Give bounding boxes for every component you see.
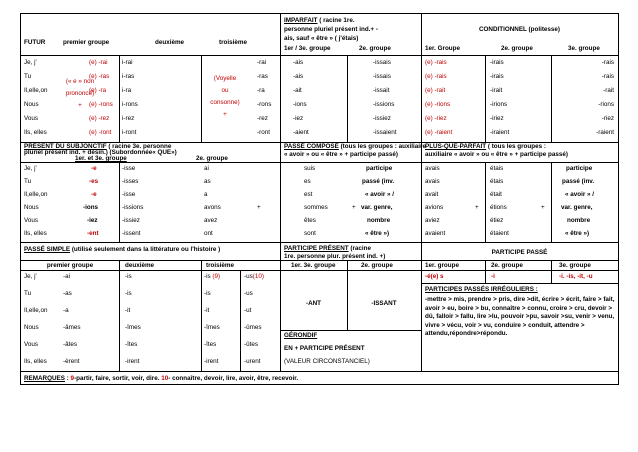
ps-third-us-ending: -ut — [244, 307, 252, 314]
futur-note: + — [78, 102, 82, 109]
ps-second-group-header: deuxième — [125, 262, 155, 269]
ps-first-ending: -âtes — [63, 341, 77, 348]
subjonctif-rule: pluriel présent ind. + désin.) (Subordonnée« QUE») — [24, 149, 177, 156]
futur-second-ending: i-rai — [122, 59, 133, 66]
imparfait-ending: -ais — [293, 73, 304, 80]
ps-third-is-ending: -is — [204, 290, 211, 297]
ps-first-ending: -a — [63, 307, 69, 314]
subjonctif-rule: ( racine 3e. personne — [108, 143, 172, 150]
pc-etre: suis — [304, 165, 316, 172]
pronoun: Tu — [24, 178, 32, 185]
ps-third-us-ending: -ûtes — [244, 341, 258, 348]
pronoun: Je, j' — [24, 59, 37, 66]
conditionnel-second-ending: -iraient — [490, 129, 510, 136]
pqp-participe: passé (inv. — [562, 178, 595, 185]
subjonctif-ending: -e — [91, 191, 97, 198]
conditionnel-ending: (e) -rait — [425, 87, 446, 94]
imparfait-rule: ais, sauf « être » ( j'étais) — [284, 35, 359, 42]
pp-group-head: 2e. groupe — [491, 262, 523, 269]
ps-first-group-header: premier groupe — [46, 262, 94, 269]
ps-footnote-mark: (9) — [212, 273, 221, 280]
futur-second-ending: i-ront — [122, 129, 137, 136]
remarques-separator: : — [64, 375, 71, 382]
pqp-avoir: avais — [425, 178, 440, 185]
column-divider — [347, 260, 348, 330]
pronoun: Ils, elles — [24, 129, 47, 136]
pc-etre: es — [304, 178, 311, 185]
pc-avoir: ai — [204, 165, 209, 172]
gerondif-note: (VALEUR CIRCONSTANCIEL) — [284, 358, 370, 365]
imparfait-second-ending: -issions — [373, 101, 395, 108]
column-divider — [119, 260, 120, 371]
futur-second-ending: i-ra — [122, 87, 132, 94]
conditionnel-ending: (e) -rais — [425, 59, 447, 66]
pqp-plus: + — [475, 204, 479, 211]
pp-irregular-title: PARTICIPES PASSÉS IRRÉGULIERS : — [425, 286, 538, 293]
column-divider — [119, 55, 120, 142]
pqp-plus: + — [541, 204, 545, 211]
futur-ending: (e) -rai — [89, 59, 108, 66]
futur-ending: (e) -ras — [89, 73, 110, 80]
imparfait-second-ending: -issiez — [373, 115, 391, 122]
subjonctif-second-ending: -isse — [122, 191, 136, 198]
ps-second-ending: -is — [125, 273, 132, 280]
column-divider — [485, 260, 486, 283]
ps-first-ending: -èrent — [63, 358, 80, 365]
conditionnel-second-ending: -irions — [490, 101, 508, 108]
futur-third-note: consonne) — [210, 99, 240, 106]
pqp-etre: étaient — [490, 230, 509, 237]
pronoun: Il,elle,on — [24, 307, 48, 314]
ps-third-us-ending: -ûmes — [244, 324, 262, 331]
futur-third-note: + — [223, 111, 227, 118]
subjonctif-ending: -ent — [87, 230, 99, 237]
futur-third-ending: -ront — [257, 129, 270, 136]
ps-title: PASSÉ SIMPLE — [24, 246, 71, 253]
row-divider — [21, 162, 618, 163]
column-divider — [551, 162, 552, 242]
conditionnel-group-head: 2e. groupe — [501, 45, 533, 52]
conditionnel-ending: (e) -riez — [425, 115, 447, 122]
subjonctif-group-head: 2e. groupe — [196, 155, 228, 162]
ps-third-group-header: troisième — [206, 262, 234, 269]
pronoun: Nous — [24, 324, 39, 331]
pc-etre: êtes — [304, 217, 316, 224]
column-divider — [119, 162, 120, 242]
pqp-participe: var. genre, — [561, 204, 593, 211]
ps-third-us-ending: -urent — [244, 358, 261, 365]
column-divider — [201, 260, 202, 371]
pc-plus: + — [257, 204, 261, 211]
pqp-avoir: avait — [425, 191, 439, 198]
subjonctif-second-ending: -isse — [122, 165, 136, 172]
pc-title: PASSÉ COMPOSÉ — [284, 143, 339, 150]
imparfait-second-ending: -issais — [373, 73, 391, 80]
futur-second-ending: i-rons — [122, 101, 138, 108]
subjonctif-ending: -es — [89, 178, 99, 185]
column-divider — [347, 55, 348, 142]
pc-rule: « avoir » ou « être » + participe passé) — [284, 151, 398, 158]
row-divider — [21, 260, 421, 261]
pc-participe: « être ») — [365, 230, 390, 237]
row-divider — [21, 242, 618, 243]
pc-participe: passé (inv. — [362, 178, 395, 185]
pqp-etre: étiez — [490, 217, 504, 224]
pronoun: Il,elle,on — [24, 87, 48, 94]
subjonctif-second-ending: -isses — [122, 178, 139, 185]
ppr-rule: (racine — [348, 245, 372, 252]
ps-second-ending: -is — [125, 290, 132, 297]
imparfait-ending: -ions — [293, 101, 307, 108]
imparfait-ending: -ais — [293, 59, 304, 66]
ppr-group-head: 2e. groupe — [361, 262, 393, 269]
subjonctif-ending: -e — [91, 165, 97, 172]
pqp-avoir: avaient — [425, 230, 446, 237]
pronoun: Ils, elles — [24, 358, 47, 365]
ps-second-ending: -it — [125, 307, 131, 314]
imparfait-second-ending: -issait — [373, 87, 390, 94]
ppr-rule: 1re. personne plur. présent ind. +) — [284, 253, 386, 260]
subjonctif-title: PRÉSENT DU SUBJONCTIF — [24, 143, 107, 150]
row-divider — [421, 283, 618, 284]
futur-third-ending: -rai — [257, 59, 267, 66]
pc-rule: (tous les groupes : auxiliaire — [340, 143, 426, 150]
remarques-text: -partir, faire, sortir, voir, dire. — [74, 375, 162, 382]
ps-third-is-ending: -îmes — [204, 324, 220, 331]
futur-ending: (e) -rons — [89, 101, 113, 108]
ps-second-ending: -irent — [125, 358, 140, 365]
pp-ending: -é(e) s — [425, 273, 444, 280]
pc-etre: sommes — [304, 204, 328, 211]
pp-ending: -i. -is, -it, -u — [559, 273, 593, 280]
futur-third-ending: -ras — [257, 73, 268, 80]
remarques-label: REMARQUES — [24, 375, 65, 382]
row-divider — [280, 330, 421, 331]
subjonctif-second-ending: -issiez — [122, 217, 140, 224]
subjonctif-ending: -ions — [83, 204, 99, 211]
pqp-avoir: avais — [425, 165, 440, 172]
gerondif-rule: EN + PARTICIPE PRÉSENT — [284, 345, 365, 352]
pronoun: Ils, elles — [24, 230, 47, 237]
imparfait-title: IMPARFAIT — [284, 17, 318, 24]
pqp-rule: auxiliaire « avoir » ou « être » + participe passé) — [425, 151, 568, 158]
futur-note: prononcé) — [65, 90, 95, 97]
pronoun: Tu — [24, 290, 32, 297]
pc-avoir: ont — [204, 230, 213, 237]
imparfait-group-head: 2e. groupe — [359, 45, 391, 52]
imparfait-second-ending: -issais — [373, 59, 391, 66]
pqp-rule: ( tous les groupes : — [487, 143, 546, 150]
ps-second-ending: -îmes — [125, 324, 141, 331]
pqp-etre: était — [490, 191, 502, 198]
pqp-title: PLUS-QUE-PARFAIT — [425, 143, 487, 150]
ps-rule: (utilisé seulement dans la littérature ou l'histoire ) — [70, 246, 221, 253]
conditionnel-third-ending: -rions — [598, 101, 614, 108]
imparfait-rule: personne pluriel présent ind.+ - — [284, 26, 378, 33]
column-divider — [240, 270, 241, 371]
subjonctif-second-ending: -issions — [122, 204, 144, 211]
futur-third-ending: -rez — [257, 115, 268, 122]
pqp-participe: participe — [566, 165, 593, 172]
pc-avoir: avez — [204, 217, 218, 224]
conjugation-table — [20, 13, 619, 385]
pp-group-head: 3e. groupe — [559, 262, 591, 269]
column-divider — [485, 55, 486, 142]
conditionnel-ending: (e) -raient — [425, 129, 453, 136]
futur-ending: (e) -ront — [89, 129, 112, 136]
pc-etre: est — [304, 191, 313, 198]
futur-ending: (e) -ra — [89, 87, 107, 94]
remarques-text: - connaître, devoir, lire, avoir, être, recevoir. — [168, 375, 299, 382]
pronoun: Je, j' — [24, 165, 37, 172]
conditionnel-third-ending: -riez — [601, 115, 614, 122]
ps-first-ending: -âmes — [63, 324, 81, 331]
pp-group-head: 1er. groupe — [425, 262, 459, 269]
conditionnel-third-ending: -raient — [596, 129, 614, 136]
futur-third-ending: -rons — [257, 101, 272, 108]
subjonctif-second-ending: -issent — [122, 230, 141, 237]
pc-avoir: avons — [204, 204, 221, 211]
conditionnel-second-ending: -irais — [490, 73, 504, 80]
pqp-etre: étions — [490, 204, 507, 211]
column-divider — [485, 162, 486, 242]
pqp-participe: « avoir » / — [565, 191, 595, 198]
conditionnel-third-ending: -rais — [601, 59, 614, 66]
futur-ending: (e) -rez — [89, 115, 110, 122]
conditionnel-second-ending: -iriez — [490, 115, 504, 122]
imparfait-second-ending: -issaient — [373, 129, 397, 136]
ps-first-ending: -as — [63, 290, 72, 297]
futur-third-ending: -ra — [257, 87, 265, 94]
pronoun: Vous — [24, 217, 39, 224]
ps-second-ending: -îtes — [125, 341, 138, 348]
ps-third-is-ending: -irent — [204, 358, 219, 365]
imparfait-ending: -aient — [293, 129, 309, 136]
row-divider — [21, 371, 618, 372]
gerondif-title: GÉRONDIF — [284, 332, 318, 339]
imparfait-ending: -iez — [293, 115, 304, 122]
remarques-mark: 10 — [161, 375, 169, 382]
ppr-group-head: 1er. 3e. groupe — [291, 262, 336, 269]
imparfait-ending: -ait — [293, 87, 302, 94]
ps-footnote-mark: (10) — [252, 273, 264, 280]
pc-avoir: as — [204, 178, 211, 185]
imparfait-group-head: 1er / 3e. groupe — [284, 45, 331, 52]
pronoun: Je, j' — [24, 273, 37, 280]
pc-participe: nombre — [367, 217, 391, 224]
ps-first-ending: -ai — [63, 273, 70, 280]
pc-etre: sont — [304, 230, 316, 237]
futur-note: (« e » non — [65, 78, 95, 85]
column-divider — [551, 55, 552, 142]
ps-third-is-ending: -îtes — [204, 341, 217, 348]
ppr-title: PARTICIPE PRÉSENT — [284, 245, 349, 252]
remarques-mark: 9 — [70, 375, 75, 382]
futur-first-group-header: premier groupe — [63, 39, 110, 46]
conditionnel-third-ending: -rais — [601, 73, 614, 80]
pqp-etre: étais — [490, 165, 504, 172]
pronoun: Vous — [24, 341, 39, 348]
pqp-participe: nombre — [567, 217, 591, 224]
pp-irregular-list: -mettre > mis, prendre > pris, dire >dit, écrire > écrit, faire > fait, avoir > eu, boire > bu, connaître > connu, croire > cru, devoir > dû, falloir > fallu, lire >lu, pouvoir >pu, savoir >su, venir > venu, vivre > vécu, voir > vu, conduire > conduit, attendre > attendu,répondre>répondu. — [425, 296, 615, 338]
ps-third-is-ending: -is — [204, 273, 211, 280]
ppr-ending: -ANT — [305, 300, 322, 307]
conditionnel-second-ending: -irais — [490, 59, 504, 66]
imparfait-rule: ( racine 1re. — [317, 17, 355, 24]
pronoun: Il,elle,on — [24, 191, 48, 198]
column-divider — [421, 14, 422, 371]
futur-second-ending: i-rez — [122, 115, 135, 122]
ps-third-is-ending: -it — [204, 307, 210, 314]
row-divider — [21, 270, 618, 271]
column-divider — [551, 260, 552, 283]
pc-avoir: a — [204, 191, 208, 198]
futur-third-group-header: troisième — [219, 39, 247, 46]
ps-third-us-ending: -us — [244, 290, 253, 297]
pronoun: Nous — [24, 101, 39, 108]
futur-third-note: ou — [221, 87, 229, 94]
futur-second-ending: i-ras — [122, 73, 135, 80]
ppr-ending: -ISSANT — [371, 300, 397, 307]
ps-third-us-ending: -us — [244, 273, 253, 280]
conditionnel-ending: (e) -rions — [425, 101, 451, 108]
conditionnel-third-ending: -rait — [603, 87, 614, 94]
pronoun: Tu — [24, 73, 32, 80]
row-divider — [421, 260, 618, 261]
pc-participe: var. genre, — [361, 204, 393, 211]
conditionnel-group-head: 3e. groupe — [568, 45, 600, 52]
pp-ending: -i — [491, 273, 495, 280]
pqp-avoir: aviez — [425, 217, 440, 224]
pqp-etre: étais — [490, 178, 504, 185]
conditionnel-title: CONDITIONNEL (politesse) — [478, 26, 561, 33]
pqp-avoir: avions — [425, 204, 444, 211]
futur-title: FUTUR — [24, 39, 46, 46]
conditionnel-group-head: 1er. Groupe — [425, 45, 460, 52]
pp-title: PARTICIPE PASSÉ — [491, 249, 548, 256]
column-divider — [280, 14, 281, 371]
row-divider — [21, 55, 618, 56]
subjonctif-group-head: 1er. et 3e. groupe — [75, 155, 127, 162]
pqp-participe: « être ») — [565, 230, 590, 237]
conditionnel-second-ending: -irait — [490, 87, 503, 94]
futur-third-note: (Voyelle — [213, 75, 237, 82]
subjonctif-ending: -iez — [87, 217, 98, 224]
pc-participe: participe — [366, 165, 393, 172]
pc-plus: + — [352, 204, 356, 211]
conditionnel-ending: (e) -rais — [425, 73, 447, 80]
pronoun: Nous — [24, 204, 39, 211]
pronoun: Vous — [24, 115, 39, 122]
futur-second-group-header: deuxième — [155, 39, 185, 46]
pc-participe: « avoir » / — [365, 191, 395, 198]
